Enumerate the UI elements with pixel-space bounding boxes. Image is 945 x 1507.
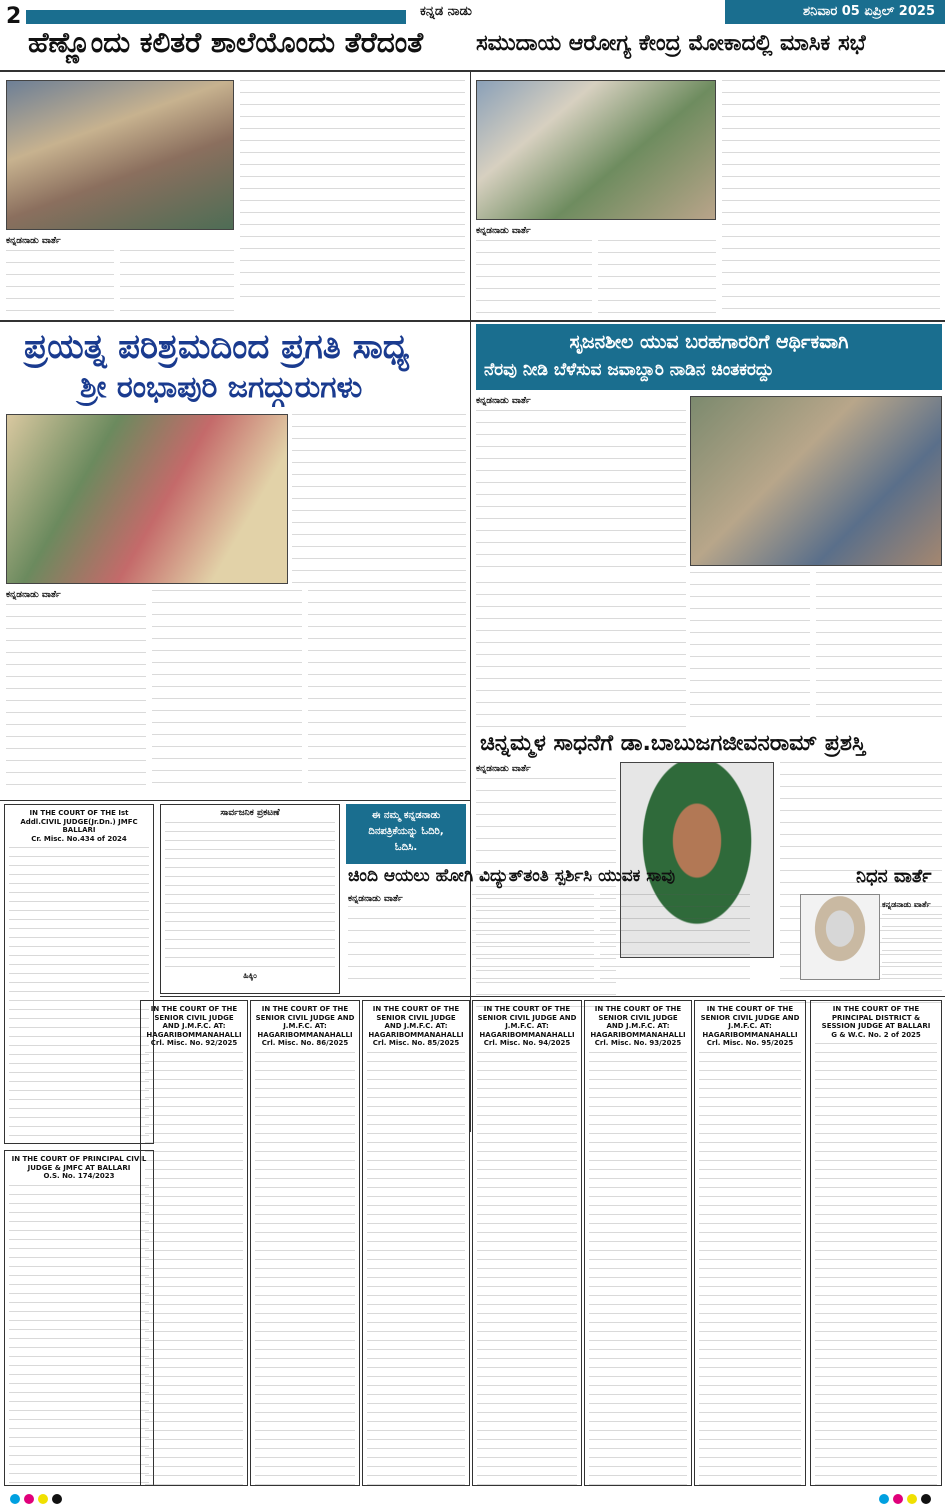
promo-box — [346, 804, 466, 864]
health-photo — [476, 80, 716, 220]
obituary-text — [882, 914, 942, 980]
court-notice-1 — [4, 804, 154, 1144]
court-notice-8-case: Crl. Misc. No. 95/2025 — [706, 1039, 794, 1047]
electrocution-text-col-2 — [472, 894, 594, 990]
writers-banner — [476, 324, 942, 390]
court-notice-1-case: Cr. Misc. No.434 of 2024 — [31, 834, 127, 843]
court-notice-9 — [810, 1000, 942, 1486]
court-notice-6-court: IN THE COURT OF THE SENIOR CIVIL JUDGE AND J.M.F.C. AT: HAGARIBOMMANAHALLI — [477, 1005, 577, 1039]
court-notice-9-court: IN THE COURT OF THE PRINCIPAL DISTRICT & SESSION JUDGE AT BALLARI — [821, 1005, 931, 1030]
court-notice-2-court: IN THE COURT OF PRINCIPAL CIVIL JUDGE & JMFC AT BALLARI — [11, 1155, 147, 1172]
electrocution-byline: ಕನ್ನಡನಾಡು ವಾರ್ತೆ — [348, 894, 403, 904]
writers-text-col-1 — [476, 410, 686, 578]
court-notice-3-court: IN THE COURT OF THE SENIOR CIVIL JUDGE AND J.M.F.C. AT: HAGARIBOMMANAHALLI — [146, 1005, 242, 1039]
section-divider-left — [0, 800, 470, 801]
progress-text-col-2 — [6, 604, 146, 794]
school-photo — [6, 80, 234, 230]
kannada-notice-title: ಸಾರ್ವಜನಿಕ ಪ್ರಕಟಣೆ — [220, 808, 280, 818]
section-divider-notices — [160, 996, 945, 997]
progress-byline: ಕನ್ನಡನಾಡು ವಾರ್ತೆ — [6, 590, 61, 600]
headline-progress-1: ಪ್ರಯತ್ನ ಪರಿಶ್ರಮದಿಂದ ಪ್ರಗತಿ ಸಾಧ್ಯ — [24, 327, 410, 367]
headline-electrocution: ಚಿಂದಿ ಆಯಲು ಹೋಗಿ ವಿದ್ಯುತ್‌ತಂತಿ ಸ್ಪರ್ಶಿಸಿ ಯುವಕ ಸಾವು — [348, 866, 676, 886]
section-divider — [0, 320, 945, 322]
court-notice-5 — [362, 1000, 470, 1486]
court-notice-2 — [4, 1150, 154, 1486]
headline-writers-2: ನೆರವು ನೀಡಿ ಬೆಳೆಸುವ ಜವಾಬ್ದಾರಿ ನಾಡಿನ ಚಿಂತಕರದ್ದು — [484, 360, 774, 380]
writers-text-col-3 — [690, 572, 810, 728]
registration-dots-left — [10, 1489, 66, 1507]
health-byline: ಕನ್ನಡನಾಡು ವಾರ್ತೆ — [476, 226, 531, 236]
award-byline: ಕನ್ನಡನಾಡು ವಾರ್ತೆ — [476, 764, 531, 774]
progress-text-col-4 — [308, 590, 466, 794]
promo-line-3: ಓದಿಸಿ. — [394, 842, 418, 853]
issue-date: ಶನಿವಾರ 05 ಏಪ್ರಿಲ್ 2025 — [725, 0, 945, 24]
writers-byline: ಕನ್ನಡನಾಡು ವಾರ್ತೆ — [476, 396, 531, 406]
promo-line-1: ಈ ನಮ್ಮ ಕನ್ನಡನಾಡು — [371, 810, 441, 821]
electrocution-text-col-1 — [348, 906, 466, 990]
obituary-portrait — [800, 894, 880, 980]
headline-school: ಹೆಣ್ಣೊಂದು ಕಲಿತರೆ ಶಾಲೆಯೊಂದು ತೆರೆದಂತೆ — [28, 26, 424, 59]
writers-text-col-2 — [476, 582, 686, 728]
court-notice-7-case: Crl. Misc. No. 93/2025 — [594, 1039, 682, 1047]
promo-line-2: ದಿನಪತ್ರಿಕೆಯನ್ನು ಓದಿರಿ, — [368, 826, 444, 837]
court-notice-3-case: Crl. Misc. No. 92/2025 — [150, 1039, 238, 1047]
paper-name: ಕನ್ನಡ ನಾಡು — [420, 4, 472, 19]
court-notice-5-court: IN THE COURT OF THE SENIOR CIVIL JUDGE AND J.M.F.C. AT: HAGARIBOMMANAHALLI — [368, 1005, 464, 1039]
headline-health: ಸಮುದಾಯ ಆರೋಗ್ಯ ಕೇಂದ್ರ ಮೋಕಾದಲ್ಲಿ ಮಾಸಿಕ ಸಭೆ — [476, 31, 866, 56]
masthead — [0, 0, 945, 72]
school-byline: ಕನ್ನಡನಾಡು ವಾರ್ತೆ — [6, 236, 61, 246]
progress-photo — [6, 414, 288, 584]
headline-obituary: ನಿಧನ ವಾರ್ತೆ — [856, 866, 932, 887]
school-text-col-3 — [120, 250, 234, 314]
obituary-byline: ಕನ್ನಡನಾಡು ವಾರ್ತೆ — [882, 900, 931, 909]
court-notice-7-court: IN THE COURT OF THE SENIOR CIVIL JUDGE AND J.M.F.C. AT: HAGARIBOMMANAHALLI — [590, 1005, 686, 1039]
writers-text-col-4 — [816, 572, 942, 728]
court-notice-4-case: Crl. Misc. No. 86/2025 — [261, 1039, 349, 1047]
court-notice-2-case: O.S. No. 174/2023 — [43, 1172, 115, 1180]
kannada-notice-signature: ಹಿಕ್ಕಿಂ — [243, 970, 257, 980]
health-text-col-1 — [722, 80, 940, 316]
headline-writers-1: ಸೃಜನಶೀಲ ಯುವ ಬರಹಗಾರರಿಗೆ ಆರ್ಥಿಕವಾಗಿ — [569, 331, 849, 353]
court-notice-7 — [584, 1000, 692, 1486]
headline-progress-2: ಶ್ರೀ ರಂಭಾಪುರಿ ಜಗದ್ಗುರುಗಳು — [80, 370, 363, 405]
progress-text-col-3 — [152, 590, 302, 794]
writers-photo — [690, 396, 942, 566]
court-notice-9-case: G & W.C. No. 2 of 2025 — [831, 1030, 921, 1039]
court-notice-4-court: IN THE COURT OF THE SENIOR CIVIL JUDGE AND J.M.F.C. AT: HAGARIBOMMANAHALLI — [255, 1005, 355, 1039]
health-text-col-2 — [476, 240, 592, 316]
court-notice-3 — [140, 1000, 248, 1486]
headline-award: ಚಿನ್ನಮ್ಮಳ ಸಾಧನೆಗೆ ಡಾ.ಬಾಬುಜಗಜೀವನರಾಮ್ ಪ್ರಶಸ್ತಿ — [480, 731, 866, 756]
electrocution-text-col-3 — [600, 894, 750, 990]
court-notice-8-court: IN THE COURT OF THE SENIOR CIVIL JUDGE AND J.M.F.C. AT: HAGARIBOMMANAHALLI — [700, 1005, 800, 1039]
page-number: 2 — [6, 4, 22, 29]
court-notice-6-case: Crl. Misc. No. 94/2025 — [483, 1039, 571, 1047]
court-notice-5-case: Crl. Misc. No. 85/2025 — [372, 1039, 460, 1047]
court-notice-4 — [250, 1000, 360, 1486]
court-notice-6 — [472, 1000, 582, 1486]
court-notice-8 — [694, 1000, 806, 1486]
kannada-public-notice — [160, 804, 340, 994]
registration-dots-right — [879, 1489, 935, 1507]
column-divider — [470, 72, 471, 1132]
progress-text-col-1 — [292, 414, 466, 584]
school-text-col-1 — [240, 80, 465, 308]
print-registration-bar — [0, 1490, 945, 1507]
court-notice-1-court: IN THE COURT OF THE Ist Addl.CIVIL JUDGE(Jr.Dn.) JMFC BALLARI — [20, 809, 138, 834]
health-text-col-3 — [598, 240, 716, 316]
school-text-col-2 — [6, 250, 114, 314]
